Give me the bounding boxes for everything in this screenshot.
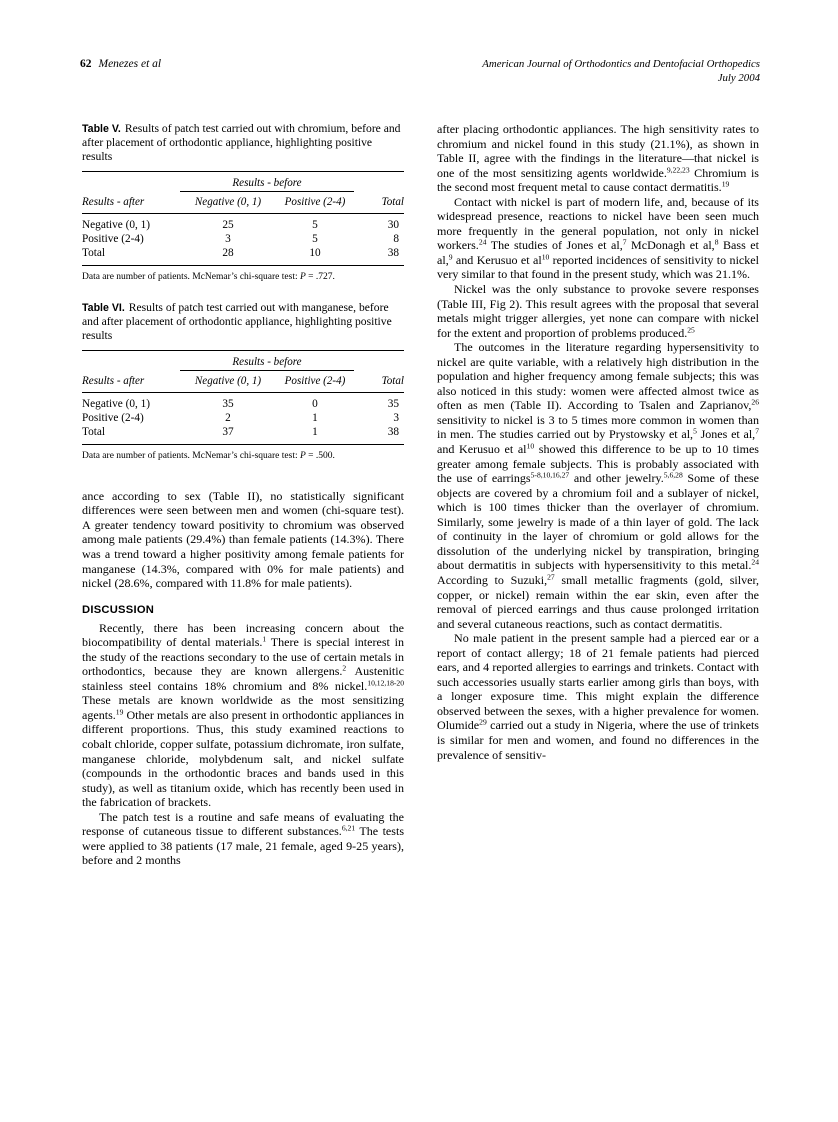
right-paragraph-4: The outcomes in the literature regarding hypersensitivity to nickel are quite variable, with a relatively high distribution in the population and higher frequency among female subjects; this was also noticed in this study: women were affected almost twice as often as men (Table II). According to Tsalen and Zaprianov,$^{26}$ sensitivity to nickel is 3 to 5 times more common in women than in men. The studies carried out by Prystowsky et al,$^5$ Jones et al,$^7$ and Kerusuo et $al^{10}$ showed this difference to be up to 10 times greater among female subjects. This is probably associated with the use of earrings$^{5-8,10,16,27}$ and other jewelry.$^{5,6,28}$ Some of these objects are covered by a chromium foil and a sublayer of nickel, which is 100 times thicker than the overlayer of chromium. Similarly, some jewelry is made of a thin layer of gold. The lack of continuity in the layer of chromium or gold allows for the dissolution of the underlying nickel by transpiration, bringing about dermatitis in subjects with hypersensitivity to this metal.$^{24}$ According to Suzuki,$^{27}$ small metallic fragments (gold, silver, copper, or nickel) remain within the ear skin, even after the removal of pierced earrings and thus cause prolonged irritation and several cutaneous reactions, such as contact dermatitis. — [437, 340, 759, 631]
citation-ref: 24 — [751, 558, 759, 568]
table-vi — [82, 301, 404, 462]
table-v-caption-text: Results of patch test carried out with chromium, before and after placement of orthodontic appliance, highlighting positive results — [82, 122, 401, 164]
right-paragraph-2: Contact with nickel is part of modern life, and, because of its widespread presence, reactions to nickel have been seen much more frequently in the general population, not only in nickel workers.$^{24}$ The studies of Jones et al,$^7$ McDonagh et al,$^8$ Bass et al,$^9$ and Kerusuo et $al^{10}$ reported incidences of sensitivity to nickel very similar to that found in the present study, which was 21.1%. — [437, 194, 759, 282]
discussion-heading: DISCUSSION — [82, 604, 155, 617]
table-row: Positive (2-4) 2 1 3 — [82, 412, 399, 425]
table-v-label: Table V. — [82, 123, 121, 135]
table-vi-col-total: Total — [381, 375, 404, 387]
left-column — [82, 122, 404, 868]
table-v-stub-header: Results - after — [82, 196, 145, 209]
running-head-authors: Menezes et al — [98, 58, 162, 70]
citation-ref: 10 — [541, 252, 550, 262]
table-vi-caption-text: Results of patch test carried out with manganese, before and after placement of orthodontic appliance, highlighting positive results — [82, 300, 392, 343]
citation-ref: 29 — [479, 718, 487, 728]
table-v-col-total: Total — [381, 196, 404, 209]
citation-ref: 9 — [448, 252, 453, 262]
table-vi-grid — [82, 350, 404, 445]
citation-ref: 1 — [262, 634, 267, 644]
citation-ref: 8 — [714, 238, 719, 248]
table-row: Positive (2-4) 3 5 8 — [82, 233, 399, 246]
right-paragraph-1: after placing orthodontic appliances. The high sensitivity rates to chromium and nickel found in this study (21.1%), as shown in Table II, agree with the findings in the literature—that nickel is one of the most sensitizing agents worldwide.$^{9,22,23}$ Chromium is the second most frequent metal to cause contact dermatitis.$^{19}$ — [437, 122, 759, 195]
table-vi-caption — [82, 301, 404, 344]
citation-ref: 26 — [751, 398, 759, 408]
table-v-grid — [82, 171, 404, 266]
table-row: Negative (0, 1) 35 0 35 — [82, 398, 399, 410]
table-v-caption — [82, 122, 404, 165]
citation-ref: 24 — [478, 238, 487, 248]
table-vi-stub-header: Results - after — [82, 375, 145, 387]
table-v-col-positive: Positive (2-4) — [284, 196, 346, 209]
citation-ref: 19 — [721, 179, 730, 189]
page-number: 62 — [80, 58, 92, 70]
discussion-paragraph-2: The patch test is a routine and safe means of evaluating the response of cutaneous tissue to different substances.$^{6,21}$ The tests were applied to 38 patients (17 male, 21 female, aged 9-25 years), before and 2 months — [82, 809, 405, 868]
citation-ref: 7 — [622, 238, 627, 248]
citation-ref: 5 — [693, 427, 697, 437]
table-row: Total 28 10 38 — [82, 247, 399, 260]
running-head-right — [482, 58, 760, 85]
citation-ref: 5,6,28 — [663, 470, 683, 480]
citation-ref: 7 — [755, 427, 759, 437]
journal-title: American Journal of Orthodontics and Dentofacial Orthopedics — [482, 58, 760, 70]
citation-ref: 25 — [687, 325, 695, 335]
citation-ref: 6,21 — [341, 823, 356, 833]
right-paragraph-3: Nickel was the only substance to provoke severe responses (Table III, Fig 2). This result agrees with the proposal that several metals might trigger allergies, yet none can compare with nickel for the extent and proportion of problems produced.$^{25}$ — [437, 282, 759, 340]
table-vi-note: Data are number of patients. McNemar’s chi-square test: P = .500. — [82, 450, 335, 461]
table-vi-col-negative: Negative (0, 1) — [194, 375, 262, 387]
citation-ref: 9,22,23 — [666, 165, 690, 175]
citation-ref: 10 — [526, 441, 535, 451]
issue-date: July 2004 — [717, 71, 760, 84]
right-paragraph-5: No male patient in the present sample had a pierced ear or a report of contact allergy; 18 of 21 female patients had pierced ears, and 4 reported allergies to earrings and trinkets. Contact with such accessories usually starts earlier among girls than boys, with a longer exposure time. This might explain the difference observed between the sexes, with a higher prevalence for women. Olumide$^{29}$ carried out a study in Nigeria, where the use of trinkets is similar for men and women, and found no differences in the prevalence of sensitiv- — [437, 631, 759, 762]
discussion-paragraph-1: Recently, there has been increasing concern about the biocompatibility of dental materials.$^1$ There is special interest in the study of the reactions secondary to the use of certain metals in orthodontics, because they are known allergens.$^2$ Austenitic stainless steel contains 18% chromium and 8% nickel.$^{10,12,18-20}$ These metals are known worldwide as the most sensitizing agents.$^{19}$ Other metals are also present in orthodontic appliances in different proportions. Thus, this study examined reactions to cobalt chloride, copper sulfate, potassium dichromate, iron sulfate, manganese chloride, molybdenum salt, and nickel sulfate (compounds in the orthodontic braces and bands used in this study), as well as titanium oxide, which has recently been used in the fabrication of brackets. — [82, 620, 404, 810]
citation-ref: 27 — [547, 572, 555, 582]
table-v-span-header: Results - before — [232, 176, 302, 189]
table-v-col-negative: Negative (0, 1) — [194, 196, 262, 209]
table-vi-span-header: Results - before — [232, 355, 302, 368]
table-row: Negative (0, 1) 25 5 30 — [82, 219, 399, 232]
left-continued-paragraph: ance according to sex (Table II), no statistically significant differences were seen between men and women (chi-square test). A greater tendency toward positivity to chromium was observed among male patients (29.4%) than female patients (14.3%). There was a trend toward a higher positivity among female patients for manganese (14.3%, compared with 0% for male patients) and nickel (28.6%, compared with 11.8% for male patients). — [82, 488, 404, 591]
table-v-note: Data are number of patients. McNemar’s chi-square test: P = .727. — [82, 271, 335, 282]
table-vi-col-positive: Positive (2-4) — [284, 375, 346, 387]
citation-ref: 10,12,18-20 — [367, 678, 404, 688]
running-head — [80, 58, 760, 98]
citation-ref: 19 — [115, 707, 124, 717]
right-column — [437, 122, 759, 762]
running-head-left — [80, 58, 161, 70]
citation-ref: 2 — [342, 663, 347, 673]
table-vi-label: Table VI. — [82, 301, 125, 314]
table-row: Total 37 1 38 — [82, 426, 399, 439]
table-v — [82, 122, 404, 283]
citation-ref: 5-8,10,16,27 — [530, 470, 570, 480]
